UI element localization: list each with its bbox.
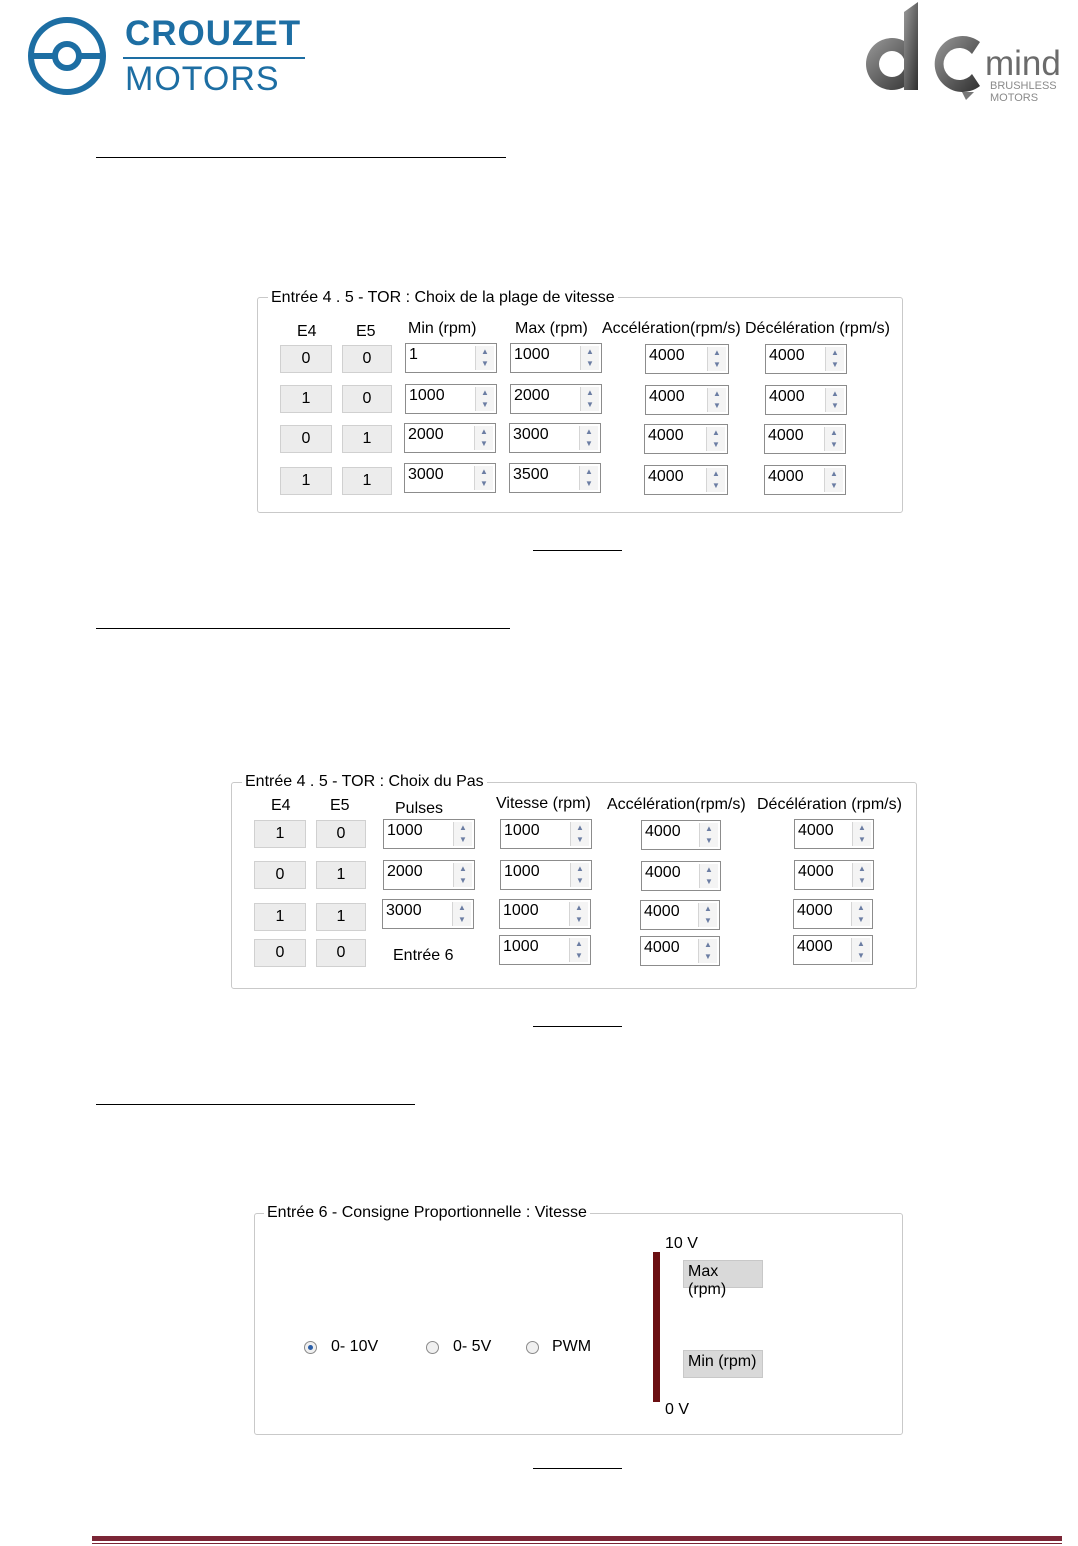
proportional-setpoint-groupbox xyxy=(254,1213,903,1435)
radio-pwm[interactable] xyxy=(526,1341,539,1354)
row2-dec-value: 4000 xyxy=(769,388,805,405)
spin-up-icon[interactable]: ▲ xyxy=(713,348,721,357)
radio-0-5v[interactable] xyxy=(426,1341,439,1354)
figure-caption-rule-3 xyxy=(533,1468,622,1469)
spin-up-icon[interactable]: ▲ xyxy=(575,903,583,912)
spin-down-icon[interactable]: ▼ xyxy=(458,915,466,924)
row1-dec-value: 4000 xyxy=(769,347,805,364)
spin-down-icon[interactable]: ▼ xyxy=(585,479,593,488)
p2-row1-speed-spinbox[interactable] xyxy=(500,819,592,849)
row2-min-value: 1000 xyxy=(409,387,445,404)
p2-header-speed: Vitesse (rpm) xyxy=(496,795,591,812)
max-rpm-field[interactable]: Max (rpm) xyxy=(683,1260,763,1288)
row4-max-spinbox[interactable] xyxy=(509,463,601,493)
spin-down-icon[interactable]: ▼ xyxy=(704,952,712,961)
row3-e5: 1 xyxy=(342,425,392,453)
row4-e5: 1 xyxy=(342,467,392,495)
row2-e4: 1 xyxy=(280,385,332,413)
p2-row1-dec-value: 4000 xyxy=(798,822,834,839)
spin-up-icon[interactable]: ▲ xyxy=(704,940,712,949)
row1-e5: 0 xyxy=(342,345,392,373)
row3-min-value: 2000 xyxy=(408,426,444,443)
header-deceleration: Décélération (rpm/s) xyxy=(745,320,890,337)
p2-row3-dec-spinbox[interactable] xyxy=(793,899,873,929)
p2-row1-e4: 1 xyxy=(254,820,306,848)
p2-row2-dec-value: 4000 xyxy=(798,863,834,880)
spin-down-icon[interactable]: ▼ xyxy=(480,479,488,488)
p2-row1-dec-spinbox[interactable] xyxy=(794,819,874,849)
voltage-top-label: 10 V xyxy=(665,1235,698,1252)
spin-down-icon[interactable]: ▼ xyxy=(713,360,721,369)
spin-up-icon[interactable]: ▲ xyxy=(704,904,712,913)
row1-max-spinbox[interactable] xyxy=(510,343,602,373)
spin-up-icon[interactable]: ▲ xyxy=(858,864,866,873)
dcmind-word: mind xyxy=(985,44,1061,83)
row1-max-value: 1000 xyxy=(514,346,550,363)
spin-up-icon[interactable]: ▲ xyxy=(713,389,721,398)
p2-row1-speed-value: 1000 xyxy=(504,822,540,839)
spin-down-icon[interactable]: ▼ xyxy=(830,440,838,449)
row2-max-spinbox[interactable] xyxy=(510,384,602,414)
spin-down-icon[interactable]: ▼ xyxy=(713,401,721,410)
p2-row4-acc-value: 4000 xyxy=(644,939,680,956)
row3-min-spinbox[interactable] xyxy=(404,423,496,453)
section-heading-rule-3 xyxy=(96,1104,415,1105)
spin-up-icon[interactable]: ▲ xyxy=(712,428,720,437)
spin-down-icon[interactable]: ▼ xyxy=(831,401,839,410)
spin-up-icon[interactable]: ▲ xyxy=(575,939,583,948)
p2-header-deceleration: Décélération (rpm/s) xyxy=(757,796,902,813)
p2-row3-pulses-value: 3000 xyxy=(386,902,422,919)
row3-dec-spinbox[interactable] xyxy=(764,424,846,454)
p2-row4-dec-spinbox[interactable] xyxy=(793,935,873,965)
p2-row2-pulses-value: 2000 xyxy=(387,863,423,880)
p2-row2-e5: 1 xyxy=(316,861,366,889)
p2-row3-acc-value: 4000 xyxy=(644,903,680,920)
p2-row3-e5: 1 xyxy=(316,903,366,931)
p2-row2-acc-spinbox[interactable] xyxy=(641,861,721,891)
row4-max-value: 3500 xyxy=(513,466,549,483)
row4-acc-value: 4000 xyxy=(648,468,684,485)
spin-down-icon[interactable]: ▼ xyxy=(830,481,838,490)
header-max: Max (rpm) xyxy=(515,320,588,337)
spin-down-icon[interactable]: ▼ xyxy=(481,359,489,368)
p2-header-pulses: Pulses xyxy=(395,800,444,817)
p2-row4-dec-value: 4000 xyxy=(797,938,833,955)
spin-up-icon[interactable]: ▲ xyxy=(857,903,865,912)
spin-down-icon[interactable]: ▼ xyxy=(712,481,720,490)
spin-up-icon[interactable]: ▲ xyxy=(712,469,720,478)
spin-up-icon[interactable]: ▲ xyxy=(586,388,594,397)
spin-up-icon[interactable]: ▲ xyxy=(705,865,713,874)
row2-acc-spinbox[interactable] xyxy=(645,385,729,415)
spin-down-icon[interactable]: ▼ xyxy=(575,915,583,924)
spin-up-icon[interactable]: ▲ xyxy=(586,347,594,356)
p2-row1-acc-spinbox[interactable] xyxy=(641,820,721,850)
p2-row2-e4: 0 xyxy=(254,861,306,889)
p2-row4-acc-spinbox[interactable] xyxy=(640,936,720,966)
min-rpm-field[interactable]: Min (rpm) xyxy=(683,1350,763,1378)
spin-down-icon[interactable]: ▼ xyxy=(459,835,467,844)
spin-up-icon[interactable]: ▲ xyxy=(459,864,467,873)
spin-up-icon[interactable]: ▲ xyxy=(576,864,584,873)
row3-acc-value: 4000 xyxy=(648,427,684,444)
p2-row1-pulses-spinbox[interactable] xyxy=(383,819,475,849)
spin-down-icon[interactable]: ▼ xyxy=(586,359,594,368)
p2-row3-speed-value: 1000 xyxy=(503,902,539,919)
spin-down-icon[interactable]: ▼ xyxy=(857,951,865,960)
row1-min-spinbox[interactable] xyxy=(405,343,497,373)
p2-row4-speed-spinbox[interactable] xyxy=(499,935,591,965)
row4-dec-value: 4000 xyxy=(768,468,804,485)
row2-max-value: 2000 xyxy=(514,387,550,404)
spin-down-icon[interactable]: ▼ xyxy=(586,400,594,409)
row3-e4: 0 xyxy=(280,425,332,453)
dcmind-sub-brushless: BRUSHLESS xyxy=(990,80,1057,92)
radio-0-10v[interactable] xyxy=(304,1341,317,1354)
p2-header-e5: E5 xyxy=(330,797,350,814)
row3-max-value: 3000 xyxy=(513,426,549,443)
spin-down-icon[interactable]: ▼ xyxy=(575,951,583,960)
header-min: Min (rpm) xyxy=(408,320,477,337)
p2-header-e4: E4 xyxy=(271,797,291,814)
header-e4: E4 xyxy=(297,323,317,340)
p2-row3-pulses-spinbox[interactable] xyxy=(382,899,474,929)
spin-up-icon[interactable]: ▲ xyxy=(481,347,489,356)
radio-0-10v-label: 0- 10V xyxy=(331,1338,379,1355)
p2-row4-input6-label: Entrée 6 xyxy=(393,947,454,964)
row4-e4: 1 xyxy=(280,467,332,495)
step-choice-legend: Entrée 4 . 5 - TOR : Choix du Pas xyxy=(242,773,487,791)
spin-up-icon[interactable]: ▲ xyxy=(585,467,593,476)
spin-down-icon[interactable]: ▼ xyxy=(705,836,713,845)
spin-up-icon[interactable]: ▲ xyxy=(830,469,838,478)
p2-row3-acc-spinbox[interactable] xyxy=(640,900,720,930)
spin-up-icon[interactable]: ▲ xyxy=(458,903,466,912)
dcmind-sub-motors: MOTORS xyxy=(990,92,1039,104)
p2-row1-acc-value: 4000 xyxy=(645,823,681,840)
spin-down-icon[interactable]: ▼ xyxy=(712,440,720,449)
header-e5: E5 xyxy=(356,323,376,340)
p2-row2-acc-value: 4000 xyxy=(645,864,681,881)
voltage-bottom-label: 0 V xyxy=(665,1401,690,1418)
row2-e5: 0 xyxy=(342,385,392,413)
spin-down-icon[interactable]: ▼ xyxy=(480,439,488,448)
row2-acc-value: 4000 xyxy=(649,388,685,405)
footer-thin-rule xyxy=(92,1543,1062,1544)
p2-row3-speed-spinbox[interactable] xyxy=(499,899,591,929)
row1-e4: 0 xyxy=(280,345,332,373)
row3-acc-spinbox[interactable] xyxy=(644,424,728,454)
row1-dec-spinbox[interactable] xyxy=(765,344,847,374)
spin-up-icon[interactable]: ▲ xyxy=(576,823,584,832)
spin-up-icon[interactable]: ▲ xyxy=(480,467,488,476)
p2-row3-e4: 1 xyxy=(254,903,306,931)
row2-min-spinbox[interactable] xyxy=(405,384,497,414)
spin-down-icon[interactable]: ▼ xyxy=(858,835,866,844)
section-heading-rule-2 xyxy=(96,628,510,629)
row3-max-spinbox[interactable] xyxy=(509,423,601,453)
section-heading-rule-1 xyxy=(96,157,506,158)
spin-down-icon[interactable]: ▼ xyxy=(831,360,839,369)
spin-up-icon[interactable]: ▲ xyxy=(481,388,489,397)
p2-row2-dec-spinbox[interactable] xyxy=(794,860,874,890)
p2-row2-speed-spinbox[interactable] xyxy=(500,860,592,890)
spin-up-icon[interactable]: ▲ xyxy=(585,427,593,436)
row1-min-value: 1 xyxy=(409,346,418,363)
p2-row1-e5: 0 xyxy=(316,820,366,848)
row1-acc-spinbox[interactable] xyxy=(645,344,729,374)
spin-down-icon[interactable]: ▼ xyxy=(705,877,713,886)
spin-up-icon[interactable]: ▲ xyxy=(831,389,839,398)
row2-dec-spinbox[interactable] xyxy=(765,385,847,415)
crouzet-logo-icon xyxy=(25,14,113,98)
radio-0-5v-label: 0- 5V xyxy=(453,1338,492,1355)
spin-down-icon[interactable]: ▼ xyxy=(704,916,712,925)
speed-range-legend: Entrée 4 . 5 - TOR : Choix de la plage de vitesse xyxy=(268,289,618,307)
spin-down-icon[interactable]: ▼ xyxy=(857,915,865,924)
spin-down-icon[interactable]: ▼ xyxy=(459,876,467,885)
row4-min-spinbox[interactable] xyxy=(404,463,496,493)
spin-down-icon[interactable]: ▼ xyxy=(858,876,866,885)
spin-up-icon[interactable]: ▲ xyxy=(459,823,467,832)
crouzet-brand-line2: MOTORS xyxy=(125,60,280,98)
spin-down-icon[interactable]: ▼ xyxy=(481,400,489,409)
spin-down-icon[interactable]: ▼ xyxy=(576,876,584,885)
spin-up-icon[interactable]: ▲ xyxy=(857,939,865,948)
radio-pwm-label: PWM xyxy=(552,1338,592,1355)
spin-down-icon[interactable]: ▼ xyxy=(585,439,593,448)
p2-row2-pulses-spinbox[interactable] xyxy=(383,860,475,890)
footer-bar xyxy=(92,1536,1062,1541)
figure-caption-rule-1 xyxy=(533,550,622,551)
spin-up-icon[interactable]: ▲ xyxy=(830,428,838,437)
proportional-setpoint-legend: Entrée 6 - Consigne Proportionnelle : Vitesse xyxy=(264,1204,590,1222)
dcmind-logo-icon xyxy=(862,2,990,106)
spin-up-icon[interactable]: ▲ xyxy=(858,823,866,832)
p2-row4-e4: 0 xyxy=(254,939,306,967)
p2-header-acceleration: Accélération(rpm/s) xyxy=(607,796,746,813)
row4-min-value: 3000 xyxy=(408,466,444,483)
spin-up-icon[interactable]: ▲ xyxy=(705,824,713,833)
p2-row3-dec-value: 4000 xyxy=(797,902,833,919)
row4-acc-spinbox[interactable] xyxy=(644,465,728,495)
figure-caption-rule-2 xyxy=(533,1026,622,1027)
spin-up-icon[interactable]: ▲ xyxy=(480,427,488,436)
p2-row2-speed-value: 1000 xyxy=(504,863,540,880)
crouzet-brand-line1: CROUZET xyxy=(125,14,302,53)
row4-dec-spinbox[interactable] xyxy=(764,465,846,495)
spin-up-icon[interactable]: ▲ xyxy=(831,348,839,357)
crouzet-brand-rule xyxy=(123,57,305,59)
row3-dec-value: 4000 xyxy=(768,427,804,444)
p2-row1-pulses-value: 1000 xyxy=(387,822,423,839)
header-acceleration: Accélération(rpm/s) xyxy=(602,320,741,337)
p2-row4-speed-value: 1000 xyxy=(503,938,539,955)
voltage-scale-bar xyxy=(653,1252,660,1402)
p2-row4-e5: 0 xyxy=(316,939,366,967)
spin-down-icon[interactable]: ▼ xyxy=(576,835,584,844)
row1-acc-value: 4000 xyxy=(649,347,685,364)
